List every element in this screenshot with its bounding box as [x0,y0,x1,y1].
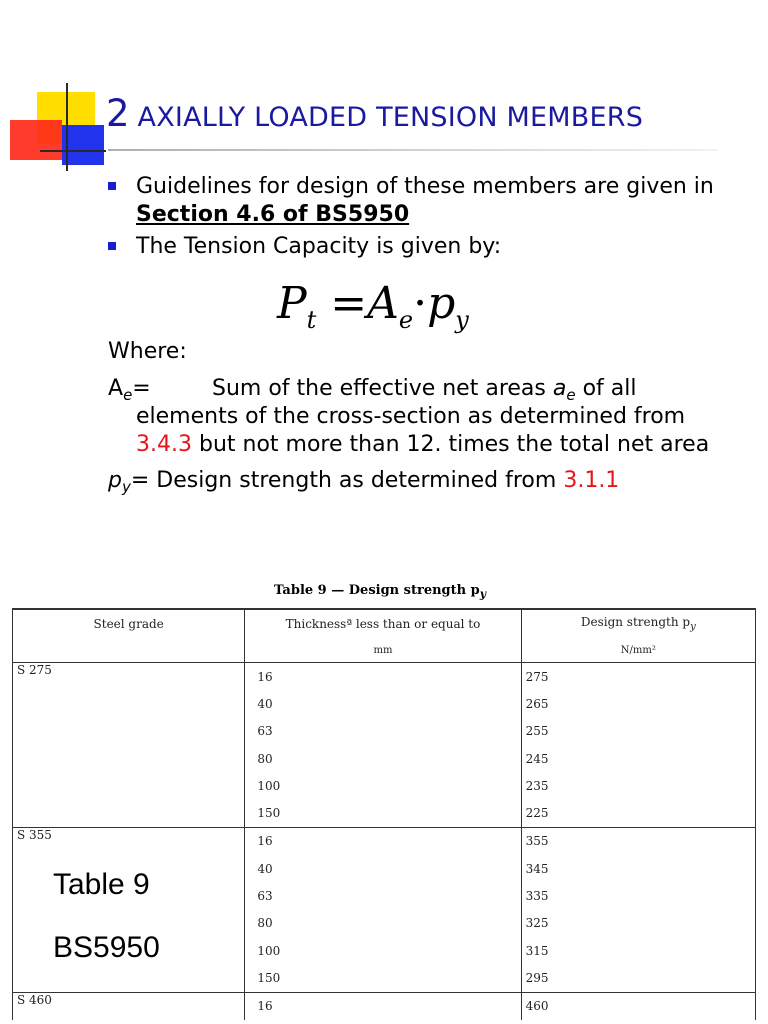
slide-title [106,92,643,135]
cell-thickness: 100 [245,772,521,799]
cell-thickness: 40 [245,690,521,717]
overlay-table-label: Table 9 [53,868,150,901]
cell-thickness: 80 [245,745,521,772]
cell-design-strength: 325 [521,910,755,937]
table-row [13,992,756,1020]
cell-design-strength: 315 [521,937,755,964]
cell-thickness: 100 [245,937,521,964]
title-number: 2 [106,92,130,135]
cell-steel-grade: S 275 [13,663,245,828]
cell-thickness: 150 [245,964,521,992]
header-design-strength: Design strength $p_y$ [521,609,755,638]
cell-design-strength: 235 [521,772,755,799]
cell-design-strength: 275 [521,663,755,691]
cell-design-strength: 460 [521,992,755,1020]
overlay-standard-label: BS5950 [53,931,160,964]
logo-blue-square [62,125,104,165]
table-row [13,827,756,855]
header-thickness: Thicknessª less than or equal to [245,609,521,638]
cell-design-strength: 265 [521,690,755,717]
title-text: AXIALLY LOADED TENSION MEMBERS [137,102,644,133]
clause-reference: 3.4.3 [136,432,192,457]
cell-design-strength: 255 [521,718,755,745]
cell-thickness: 16 [245,663,521,691]
where-label: Where: [108,339,187,364]
title-underline [108,149,718,151]
cell-thickness: 80 [245,910,521,937]
cell-thickness: 150 [245,799,521,827]
table-units-row [13,638,756,663]
bullet-text: Guidelines for design of these members are given in [136,174,714,199]
logo-red-square [10,120,62,160]
table-row [13,663,756,691]
table-header-row [13,609,756,638]
ae-definition-line2: elements of the cross-section as determined from [136,404,686,429]
ae-definition-line1: $A_e=$ Sum of the effective net areas $a_e$ of all [108,376,637,404]
cell-design-strength: 225 [521,799,755,827]
cell-design-strength: 355 [521,827,755,855]
cell-thickness: 16 [245,992,521,1020]
cell-thickness: 40 [245,855,521,882]
ae-definition-line3: 3.4.3 but not more than 12. times the total net area [136,432,710,457]
cell-design-strength: 245 [521,745,755,772]
section-reference: Section 4.6 of BS5950 [136,202,410,227]
logo-horizontal-line [40,150,106,152]
bullet-marker [108,182,116,190]
cell-design-strength: 295 [521,964,755,992]
clause-reference: 3.1.1 [563,468,620,493]
cell-thickness: 63 [245,718,521,745]
logo-vertical-line [66,83,68,171]
cell-steel-grade: S 460 [13,992,245,1020]
tension-capacity-formula: $P_t =A_e\cdot p_y$ [277,278,469,334]
bullet-marker [108,242,116,250]
cell-thickness: 63 [245,882,521,909]
table-caption: Table 9 — Design strength $p_y$ [274,583,486,601]
cell-design-strength: 345 [521,855,755,882]
units-thickness: mm [245,638,521,663]
cell-design-strength: 335 [521,882,755,909]
py-definition: $p_y=$ Design strength as determined from 3.1.1 [108,468,620,496]
bullet-text: The Tension Capacity is given by: [136,234,502,259]
cell-steel-grade: S 355 [13,827,245,992]
cell-thickness: 16 [245,827,521,855]
header-steel-grade: Steel grade [13,609,245,638]
units-strength: N/mm² [521,638,755,663]
